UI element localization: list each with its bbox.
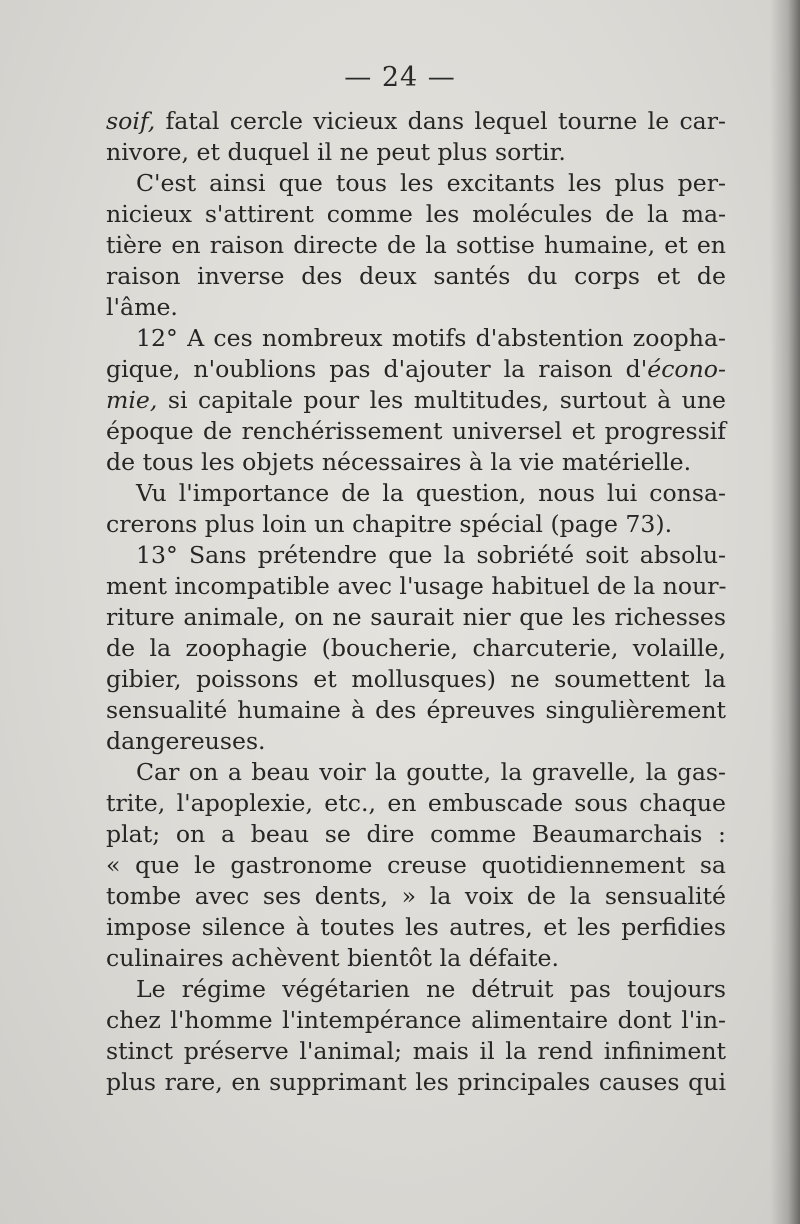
text-line (106, 974, 726, 1005)
text-segment: chez l'homme l'intempérance alimentaire dont l'in- (106, 1006, 726, 1034)
text-segment: Le régime végétarien ne détruit pas toujours (136, 975, 726, 1003)
text-segment: tombe avec ses dents, » la voix de la sensualité (106, 882, 726, 910)
page-number: — 24 — (344, 62, 456, 93)
text-segment: fatal cercle vicieux dans lequel tourne le car- (155, 107, 726, 135)
text-line (106, 230, 726, 261)
text-line (106, 261, 726, 292)
text-segment: 12° A ces nombreux motifs d'abstention zoopha- (136, 324, 726, 352)
text-segment: nicieux s'attirent comme les molécules de la ma- (106, 200, 726, 228)
text-segment: culinaires achèvent bientôt la défaite. (106, 944, 560, 972)
text-line (106, 726, 726, 757)
text-line (106, 633, 726, 664)
text-line (106, 881, 726, 912)
text-line (106, 695, 726, 726)
text-segment: époque de renchérissement universel et progressif (106, 417, 726, 445)
text-segment: dangereuses. (106, 727, 266, 755)
text-segment: sensualité humaine à des épreuves singulièrement (106, 696, 726, 724)
text-segment: de la zoophagie (boucherie, charcuterie, volaille, (106, 634, 726, 662)
text-segment: raison inverse des deux santés du corps et de (106, 262, 726, 290)
italic-text-segment: écono- (647, 355, 726, 383)
text-segment: « que le gastronome creuse quotidiennement sa (106, 851, 726, 879)
text-segment: Vu l'importance de la question, nous lui consa- (136, 479, 726, 507)
text-segment: plus rare, en supprimant les principales causes qui (106, 1068, 726, 1096)
text-segment: trite, l'apoplexie, etc., en embuscade sous chaque (106, 789, 726, 817)
text-line (106, 571, 726, 602)
text-segment: stinct préserve l'animal; mais il la rend infiniment (106, 1037, 726, 1065)
text-line (106, 602, 726, 633)
text-line (106, 385, 726, 416)
text-line (106, 199, 726, 230)
text-line (106, 1036, 726, 1067)
text-segment: gique, n'oublions pas d'ajouter la raison d' (106, 355, 648, 383)
text-segment: plat; on a beau se dire comme Beaumarchais : (106, 820, 726, 848)
text-segment: si capitale pour les multitudes, surtout à une (157, 386, 726, 414)
text-segment: Car on a beau voir la goutte, la gravelle, la gas- (136, 758, 726, 786)
text-line (106, 323, 726, 354)
text-line (106, 137, 726, 168)
text-segment: C'est ainsi que tous les excitants les plus per- (136, 169, 726, 197)
text-line (106, 1005, 726, 1036)
text-line (106, 819, 726, 850)
text-line (106, 292, 726, 323)
body-text (106, 106, 726, 1098)
text-line (106, 943, 726, 974)
text-segment: 13° Sans prétendre que la sobriété soit absolu- (136, 541, 726, 569)
text-line (106, 354, 726, 385)
text-line (106, 447, 726, 478)
text-segment: crerons plus loin un chapitre spécial (page 73). (106, 510, 673, 538)
text-line (106, 850, 726, 881)
text-segment: gibier, poissons et mollusques) ne soumettent la (106, 665, 726, 693)
italic-text-segment: soif, (106, 107, 156, 135)
text-segment: riture animale, on ne saurait nier que les richesses (106, 603, 726, 631)
text-segment: l'âme. (106, 293, 178, 321)
text-line (106, 478, 726, 509)
text-line (106, 540, 726, 571)
text-segment: impose silence à toutes les autres, et les perfidies (106, 913, 726, 941)
italic-text-segment: mie, (106, 386, 158, 414)
text-line (106, 1067, 726, 1098)
text-line (106, 664, 726, 695)
text-segment: tière en raison directe de la sottise humaine, et en (106, 231, 726, 259)
text-line (106, 757, 726, 788)
text-segment: ment incompatible avec l'usage habituel de la nour- (106, 572, 727, 600)
text-line (106, 788, 726, 819)
text-line (106, 416, 726, 447)
page-edge-shadow (770, 0, 800, 1224)
text-line (106, 509, 726, 540)
text-line (106, 912, 726, 943)
text-segment: de tous les objets nécessaires à la vie matérielle. (106, 448, 692, 476)
text-line (106, 168, 726, 199)
text-segment: nivore, et duquel il ne peut plus sortir. (106, 138, 566, 166)
text-line (106, 106, 726, 137)
